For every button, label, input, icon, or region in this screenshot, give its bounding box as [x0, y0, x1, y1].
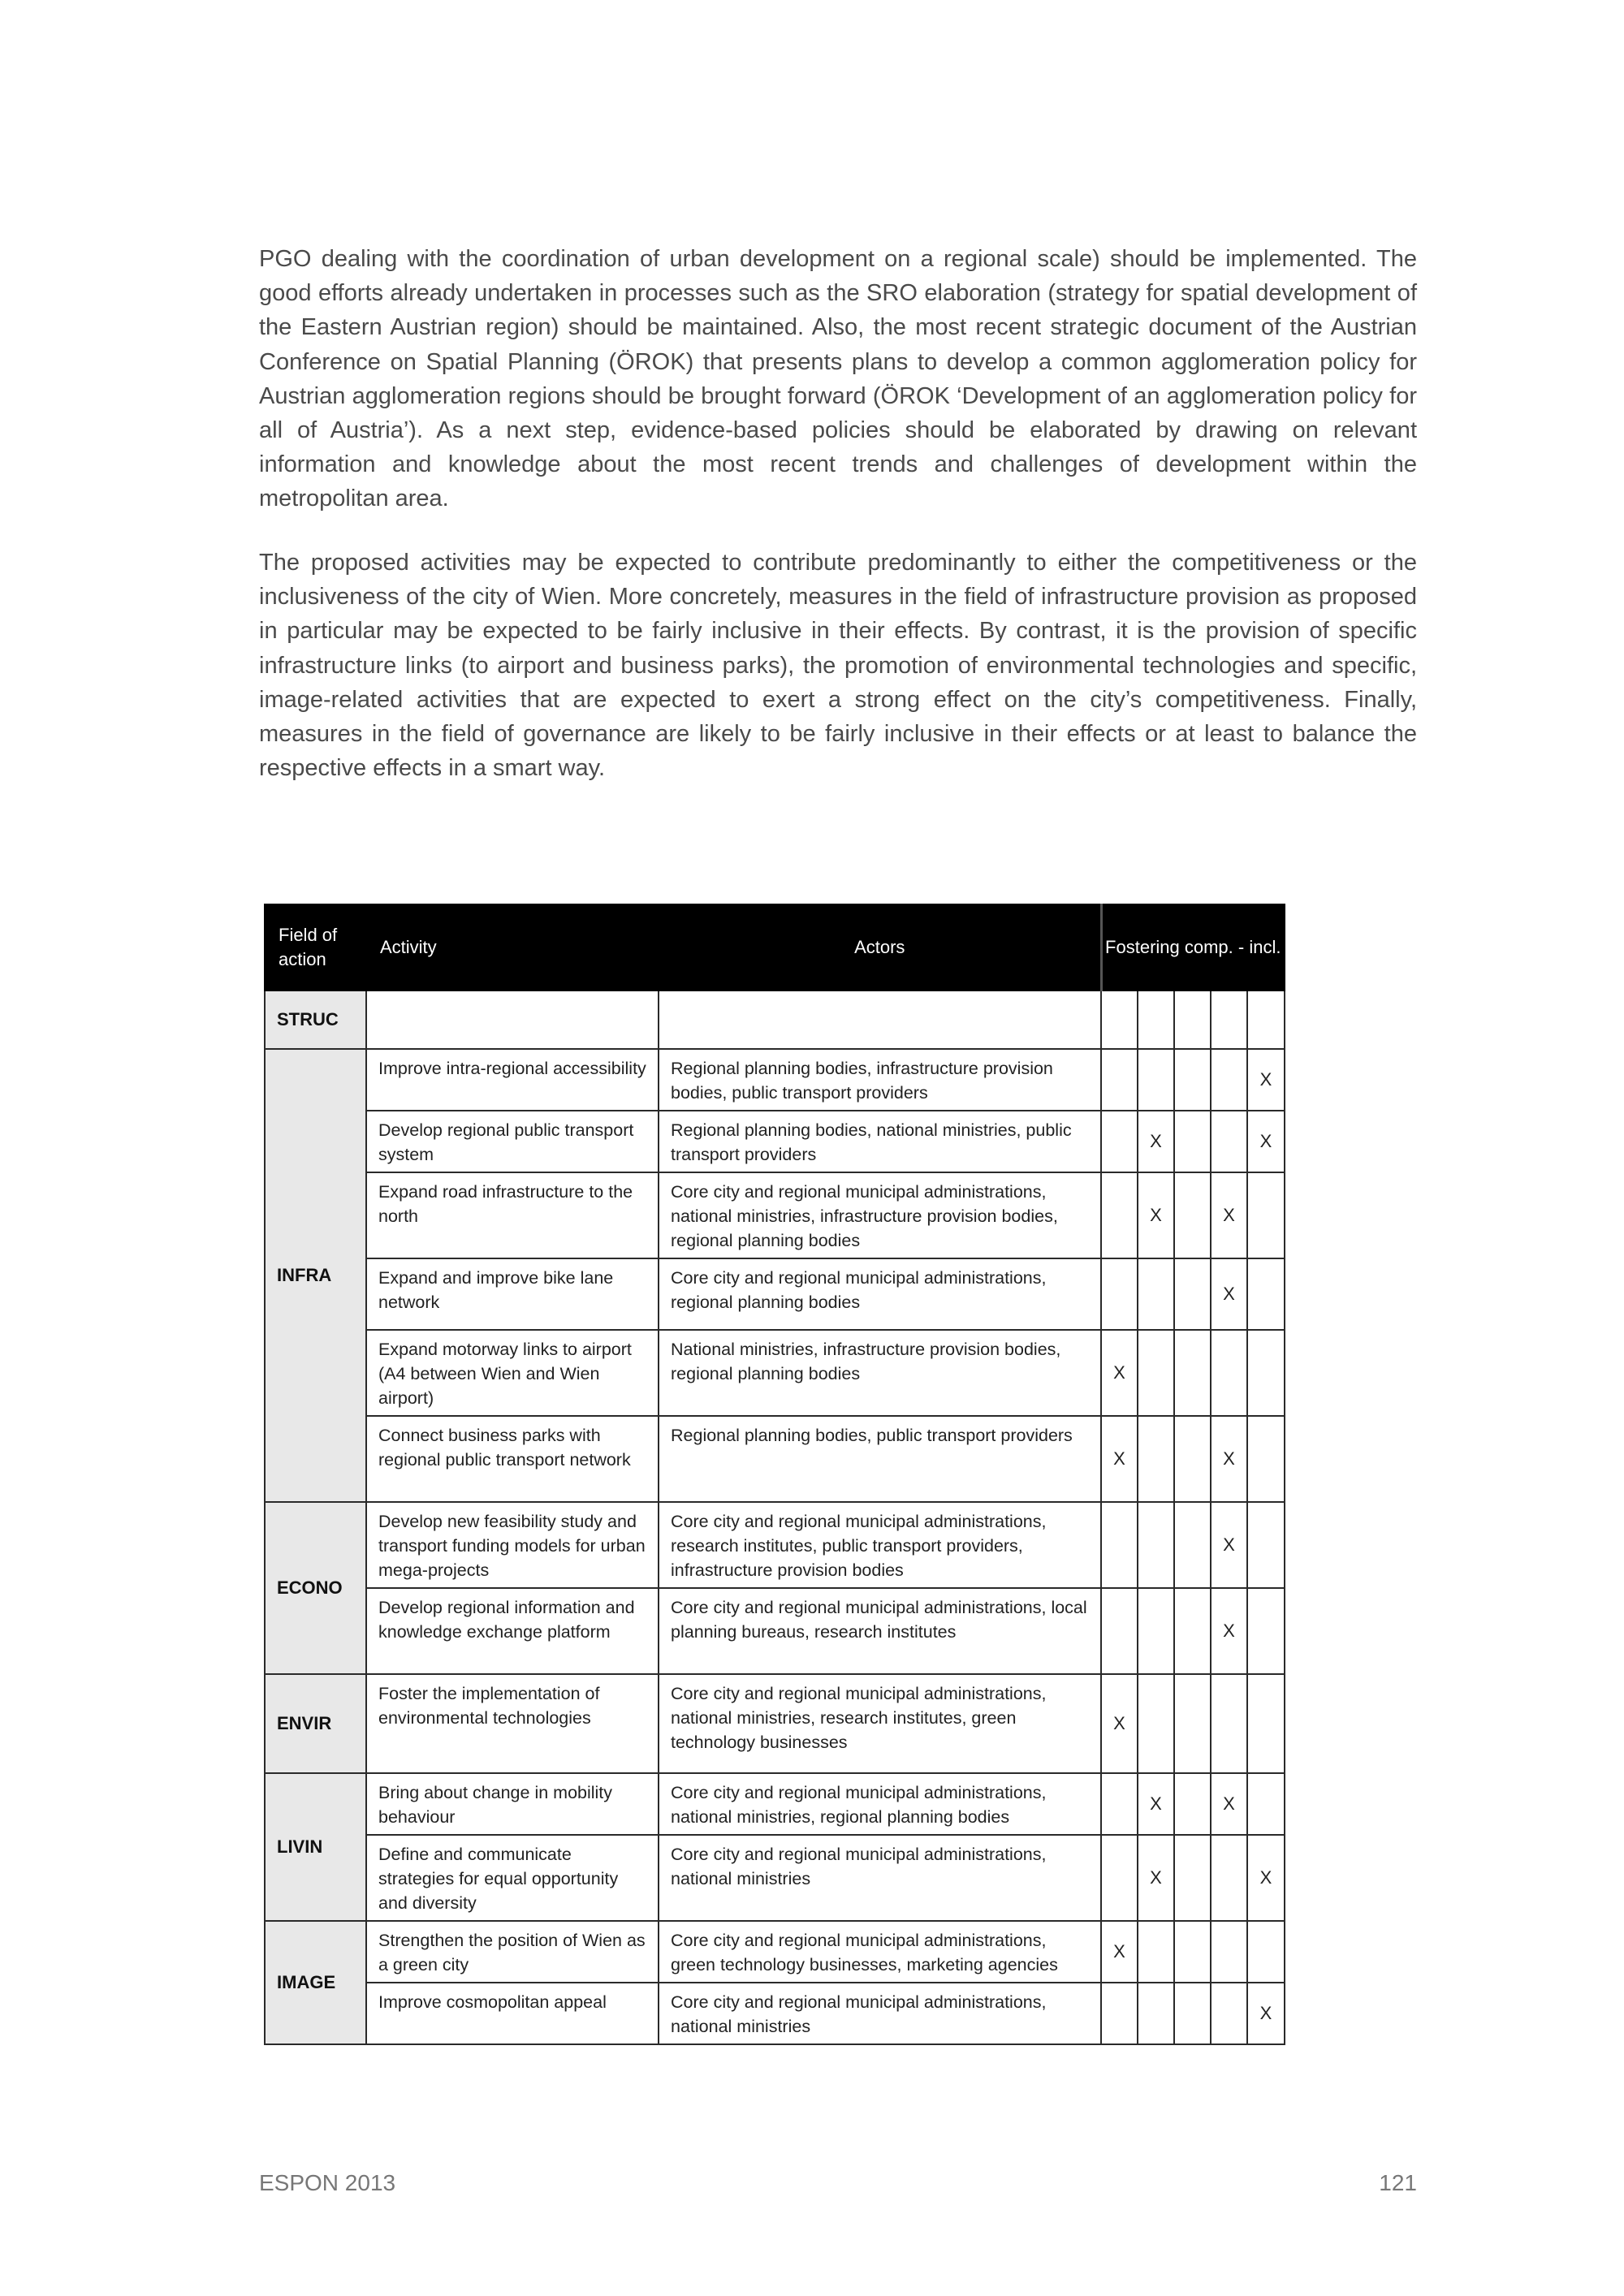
mark-cell: [1174, 1502, 1211, 1588]
mark-cell: [1174, 1773, 1211, 1835]
mark-cell: [1138, 1416, 1174, 1502]
body-paragraph-1: PGO dealing with the coordination of urban development on a regional scale) should be implemented. The good efforts already undertaken in processes such as the SRO elaboration (strategy for spatial development of the Eastern Austrian region) should be maintained. Also, the most recent strategic document of the Austrian Conference on Spatial Planning (ÖROK) that presents plans to develop a common agglomeration policy for Austrian agglomeration regions should be brought forward (ÖROK ‘Development of an agglomeration policy for all of Austria’). As a next step, evidence-based policies should be elaborated by drawing on relevant information and knowledge about the most recent trends and challenges of development within the metropolitan area.: [259, 246, 1417, 512]
table-row: [265, 990, 1285, 1049]
mark-cell: X: [1101, 1330, 1138, 1416]
table-row: [265, 1674, 1285, 1773]
mark-cell: [1174, 990, 1211, 1049]
field-label: IMAGE: [265, 1921, 366, 2044]
table-header-row: [265, 904, 1285, 990]
mark-cell: [1101, 1258, 1138, 1330]
mark-cell: [1174, 1416, 1211, 1502]
mark-cell: [1138, 1330, 1174, 1416]
actors-cell: Core city and regional municipal administrations, national ministries, research institutes, green technology businesses: [659, 1674, 1101, 1773]
mark-cell: [1101, 1835, 1138, 1921]
mark-cell: [1174, 1172, 1211, 1258]
mark-cell: [1174, 1983, 1211, 2044]
mark-cell: X: [1211, 1172, 1247, 1258]
table-body: [265, 990, 1285, 2044]
mark-cell: [1174, 1049, 1211, 1111]
activity-cell: Expand motorway links to airport (A4 between Wien and Wien airport): [366, 1330, 659, 1416]
mark-cell: X: [1101, 1416, 1138, 1502]
mark-cell: [1247, 1330, 1285, 1416]
table-row: [265, 1835, 1285, 1921]
mark-cell: [1211, 1049, 1247, 1111]
mark-cell: [1138, 1049, 1174, 1111]
activity-cell: Foster the implementation of environmental technologies: [366, 1674, 659, 1773]
actors-cell: Core city and regional municipal administrations, research institutes, public transport providers, infrastructure provision bodies: [659, 1502, 1101, 1588]
actors-cell: Core city and regional municipal administrations, national ministries, infrastructure provision bodies, regional planning bodies: [659, 1172, 1101, 1258]
mark-cell: [1247, 1674, 1285, 1773]
table-row: [265, 1921, 1285, 1983]
mark-cell: [1101, 1502, 1138, 1588]
mark-cell: [1101, 1983, 1138, 2044]
mark-cell: X: [1211, 1258, 1247, 1330]
table-row: [265, 1049, 1285, 1111]
actors-cell: Core city and regional municipal administrations, national ministries: [659, 1983, 1101, 2044]
actors-cell: Core city and regional municipal administrations, regional planning bodies: [659, 1258, 1101, 1330]
table-row: [265, 1330, 1285, 1416]
mark-cell: [1211, 1835, 1247, 1921]
activity-cell: Develop regional public transport system: [366, 1111, 659, 1172]
mark-cell: X: [1101, 1921, 1138, 1983]
mark-cell: [1247, 990, 1285, 1049]
mark-cell: [1174, 1330, 1211, 1416]
mark-cell: X: [1211, 1588, 1247, 1674]
activity-cell: Strengthen the position of Wien as a green city: [366, 1921, 659, 1983]
mark-cell: [1247, 1588, 1285, 1674]
mark-cell: [1101, 1773, 1138, 1835]
actors-cell: Core city and regional municipal administrations, green technology businesses, marketing agencies: [659, 1921, 1101, 1983]
table-row: [265, 1502, 1285, 1588]
field-label: ENVIR: [265, 1674, 366, 1773]
field-label: ECONO: [265, 1502, 366, 1674]
mark-cell: [1247, 1258, 1285, 1330]
table-row: [265, 1588, 1285, 1674]
mark-cell: [1101, 1172, 1138, 1258]
mark-cell: X: [1247, 1835, 1285, 1921]
activity-cell: Expand road infrastructure to the north: [366, 1172, 659, 1258]
mark-cell: X: [1247, 1111, 1285, 1172]
page-number: 121: [1379, 2170, 1417, 2195]
actors-cell: Core city and regional municipal administrations, local planning bureaus, research institutes: [659, 1588, 1101, 1674]
mark-cell: X: [1101, 1674, 1138, 1773]
mark-cell: [1101, 1588, 1138, 1674]
mark-cell: X: [1138, 1172, 1174, 1258]
mark-cell: [1211, 1674, 1247, 1773]
mark-cell: [1138, 1258, 1174, 1330]
actors-cell: Core city and regional municipal administrations, national ministries: [659, 1835, 1101, 1921]
actors-cell: Core city and regional municipal administrations, national ministries, regional planning bodies: [659, 1773, 1101, 1835]
mark-cell: [1247, 1172, 1285, 1258]
mark-cell: X: [1211, 1773, 1247, 1835]
header-actors: Actors: [659, 904, 1101, 990]
header-activity: Activity: [366, 904, 659, 990]
mark-cell: [1247, 1502, 1285, 1588]
mark-cell: [1174, 1674, 1211, 1773]
table-row: [265, 1983, 1285, 2044]
activity-cell: Define and communicate strategies for equal opportunity and diversity: [366, 1835, 659, 1921]
mark-cell: [1211, 1330, 1247, 1416]
header-fostering: Fostering comp. - incl.: [1101, 904, 1285, 990]
table-row: [265, 1258, 1285, 1330]
mark-cell: [1101, 1111, 1138, 1172]
activity-cell: Connect business parks with regional public transport network: [366, 1416, 659, 1502]
activity-cell: Develop new feasibility study and transport funding models for urban mega-projects: [366, 1502, 659, 1588]
mark-cell: [1174, 1258, 1211, 1330]
mark-cell: [1247, 1416, 1285, 1502]
table-row: [265, 1416, 1285, 1502]
mark-cell: [1174, 1111, 1211, 1172]
mark-cell: [1247, 1773, 1285, 1835]
activity-cell: [366, 990, 659, 1049]
field-label: STRUC: [265, 990, 366, 1049]
table-row: [265, 1172, 1285, 1258]
actors-cell: Regional planning bodies, infrastructure provision bodies, public transport providers: [659, 1049, 1101, 1111]
mark-cell: X: [1211, 1416, 1247, 1502]
activity-cell: Improve cosmopolitan appeal: [366, 1983, 659, 2044]
mark-cell: [1211, 1983, 1247, 2044]
actors-cell: Regional planning bodies, national ministries, public transport providers: [659, 1111, 1101, 1172]
field-label: LIVIN: [265, 1773, 366, 1921]
mark-cell: [1211, 1921, 1247, 1983]
body-paragraph-2: The proposed activities may be expected to contribute predominantly to either the competitiveness or the inclusiveness of the city of Wien. More concretely, measures in the field of infrastructure provision as proposed in particular may be expected to be fairly inclusive in their effects. By contrast, it is the provision of specific infrastructure links (to airport and business parks), the promotion of environmental technologies and specific, image-related activities that are expected to exert a strong effect on the city’s competitiveness. Finally, measures in the field of governance are likely to be fairly inclusive in their effects or at least to balance the respective effects in a smart way.: [259, 550, 1417, 782]
mark-cell: [1101, 1049, 1138, 1111]
actors-cell: [659, 990, 1101, 1049]
header-field-of-action: Field of action: [265, 904, 366, 990]
table-row: [265, 1111, 1285, 1172]
actors-cell: Regional planning bodies, public transport providers: [659, 1416, 1101, 1502]
field-label: INFRA: [265, 1049, 366, 1502]
activity-cell: Expand and improve bike lane network: [366, 1258, 659, 1330]
actors-cell: National ministries, infrastructure provision bodies, regional planning bodies: [659, 1330, 1101, 1416]
mark-cell: X: [1138, 1773, 1174, 1835]
footer-publication: ESPON 2013: [259, 2170, 396, 2195]
table-row: [265, 1773, 1285, 1835]
mark-cell: [1211, 990, 1247, 1049]
mark-cell: [1138, 1588, 1174, 1674]
mark-cell: [1138, 990, 1174, 1049]
mark-cell: [1101, 990, 1138, 1049]
mark-cell: X: [1138, 1835, 1174, 1921]
activity-cell: Bring about change in mobility behaviour: [366, 1773, 659, 1835]
mark-cell: [1138, 1674, 1174, 1773]
actions-matrix-table: [264, 904, 1285, 2045]
mark-cell: [1138, 1983, 1174, 2044]
mark-cell: X: [1211, 1502, 1247, 1588]
activity-cell: Improve intra-regional accessibility: [366, 1049, 659, 1111]
mark-cell: X: [1247, 1049, 1285, 1111]
mark-cell: [1174, 1835, 1211, 1921]
activity-cell: Develop regional information and knowledge exchange platform: [366, 1588, 659, 1674]
mark-cell: [1174, 1921, 1211, 1983]
mark-cell: [1174, 1588, 1211, 1674]
mark-cell: [1247, 1921, 1285, 1983]
mark-cell: X: [1138, 1111, 1174, 1172]
mark-cell: [1211, 1111, 1247, 1172]
mark-cell: [1138, 1502, 1174, 1588]
mark-cell: [1138, 1921, 1174, 1983]
mark-cell: X: [1247, 1983, 1285, 2044]
